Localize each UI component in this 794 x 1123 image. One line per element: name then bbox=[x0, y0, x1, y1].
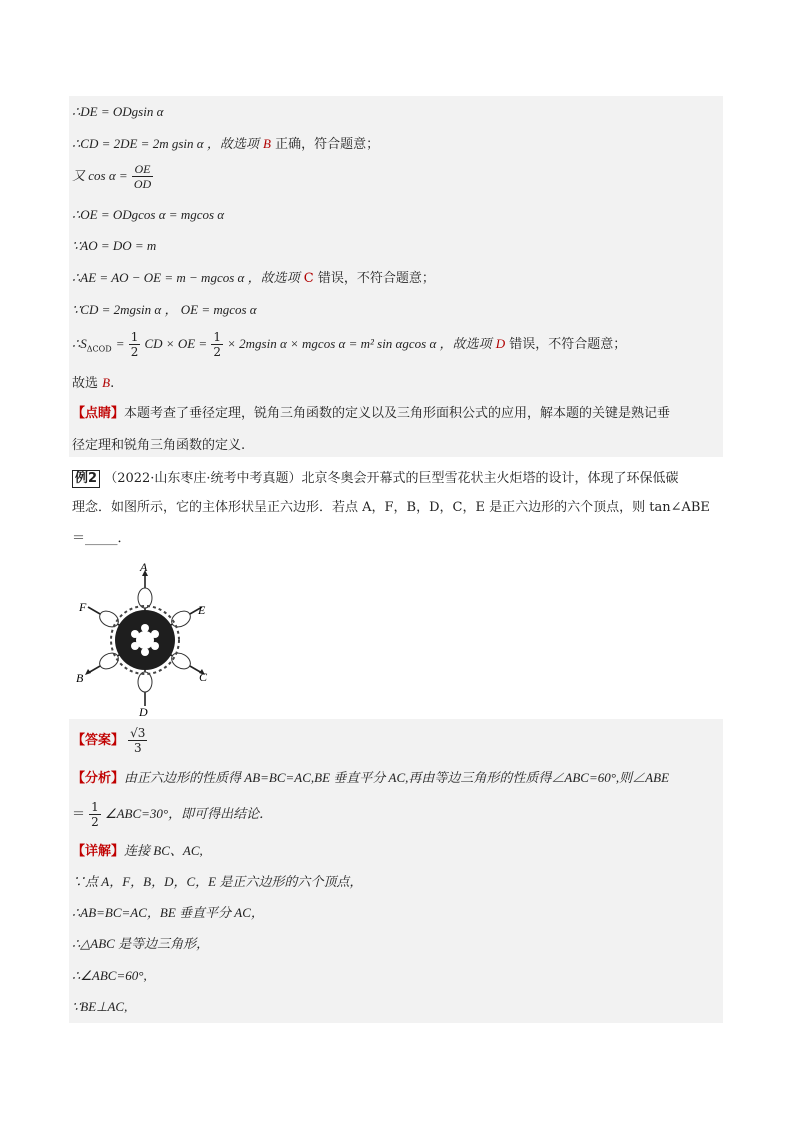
detail-line-1 bbox=[72, 843, 203, 860]
fraction-half-1 bbox=[129, 330, 141, 359]
fraction-num: OE bbox=[132, 162, 153, 177]
comment-text-1: 本题考查了垂径定理，锐角三角函数的定义以及三角形面积公式的应用，解本题的关键是熟记垂 bbox=[124, 406, 671, 421]
fraction-den: 2 bbox=[91, 815, 99, 829]
solution-line-6-c: 错误，不符合题意； bbox=[317, 271, 435, 286]
comment-label: 【点睛】 bbox=[72, 406, 125, 421]
period: . bbox=[110, 376, 115, 391]
detail-text-1: 连接 BC、AC, bbox=[124, 843, 203, 858]
solution-line-2-c: 正确，符合题意； bbox=[275, 137, 380, 152]
fraction-den: OD bbox=[133, 177, 152, 191]
choose-text: 故选 bbox=[72, 376, 99, 391]
fraction-den: 2 bbox=[213, 345, 221, 359]
fraction-num: 1 bbox=[213, 330, 221, 344]
detail-label: 【详解】 bbox=[72, 844, 125, 859]
solution-line-8-d: × 2mgsin α × mgcos α = m² sin αgcos α ，故选项 bbox=[227, 336, 492, 351]
detail-line-3: ∴AB=BC=AC，BE 垂直平分 AC， bbox=[72, 905, 264, 920]
label-c: C bbox=[199, 670, 208, 684]
fraction-den: 3 bbox=[133, 741, 142, 755]
analysis-label: 【分析】 bbox=[72, 771, 125, 786]
label-e: E bbox=[198, 603, 206, 617]
final-choice: B bbox=[102, 375, 111, 390]
answer-line bbox=[72, 726, 147, 755]
fraction-num: √3 bbox=[130, 726, 146, 740]
option-c: C bbox=[303, 271, 314, 286]
analysis-text-2: ∠ABC=30°，即可得出结论． bbox=[104, 806, 273, 821]
solution-line-8 bbox=[72, 330, 626, 359]
label-b: B bbox=[76, 671, 84, 685]
analysis-fraction bbox=[89, 800, 101, 829]
solution-line-7: ∵CD = 2mgsin α ， OE = mgcos α bbox=[72, 302, 257, 317]
fraction-num: 1 bbox=[91, 800, 99, 814]
example2-line-3: ＝_____． bbox=[72, 531, 131, 546]
analysis-line-2 bbox=[72, 800, 272, 829]
analysis-eq: ＝ bbox=[72, 807, 86, 822]
detail-line-4: ∴△ABC 是等边三角形， bbox=[72, 936, 210, 951]
label-d: D bbox=[139, 705, 148, 719]
solution-line-2 bbox=[72, 136, 379, 153]
analysis-text-1: 由正六边形的性质得 AB=BC=AC,BE 垂直平分 AC,再由等边三角形的性质得∠ABC=60°,则∠ABE bbox=[124, 770, 670, 785]
example2-line-2: 理念．如图所示，它的主体形状呈正六边形．若点 A，F，B，D，C，E 是正六边形的六个顶点，则 tan∠ABE bbox=[72, 500, 710, 515]
equals: = bbox=[115, 336, 125, 351]
option-b: B bbox=[262, 136, 271, 151]
area-symbol: ∴S bbox=[72, 336, 87, 351]
snowflake-figure bbox=[65, 560, 225, 720]
fraction-oe-od bbox=[132, 162, 153, 191]
answer-fraction bbox=[128, 726, 147, 755]
detail-line-6: ∵BE⊥AC, bbox=[72, 999, 128, 1014]
solution-line-3-a: 又 cos α = bbox=[72, 168, 128, 183]
answer-band bbox=[69, 719, 723, 1023]
solution-line-6 bbox=[72, 270, 435, 287]
solution-line-5: ∵AO = DO = m bbox=[72, 238, 157, 253]
option-d: D bbox=[495, 336, 506, 351]
solution-line-8-f: 错误，不符合题意； bbox=[509, 337, 627, 352]
solution-line-3 bbox=[72, 162, 153, 191]
solution-line-2-a: ∴CD = 2DE = 2m gsin α ，故选项 bbox=[72, 136, 259, 151]
label-f: F bbox=[79, 600, 87, 614]
comment-line-2: 径定理和锐角三角函数的定义. bbox=[72, 438, 246, 453]
example2-text-1: （2022·山东枣庄·统考中考真题）北京冬奥会开幕式的巨型雪花状主火炬塔的设计，体现了环保低碳 bbox=[104, 471, 679, 486]
solution-line-1: ∴DE = ODgsin α bbox=[72, 104, 164, 119]
fraction-den: 2 bbox=[130, 345, 139, 359]
fraction-half-2 bbox=[211, 330, 223, 359]
comment-line-1 bbox=[72, 406, 670, 422]
label-a: A bbox=[140, 560, 148, 574]
example-tag: 例2 bbox=[72, 470, 100, 488]
solution-line-6-a: ∴AE = AO − OE = m − mgcos α ，故选项 bbox=[72, 270, 300, 285]
solution-line-4: ∴OE = ODgcos α = mgcos α bbox=[72, 207, 225, 222]
example2-line-1 bbox=[72, 470, 679, 488]
detail-line-2: ∵点 A，F，B，D，C，E 是正六边形的六个顶点， bbox=[72, 874, 363, 889]
detail-line-5: ∴∠ABC=60°, bbox=[72, 968, 147, 983]
answer-label: 【答案】 bbox=[72, 733, 125, 748]
area-subscript: ΔCOD bbox=[86, 344, 112, 354]
fraction-num: 1 bbox=[130, 330, 139, 344]
analysis-line-1 bbox=[72, 770, 669, 787]
solution-line-8-c: CD × OE = bbox=[144, 336, 208, 351]
solution-line-9 bbox=[72, 375, 114, 392]
